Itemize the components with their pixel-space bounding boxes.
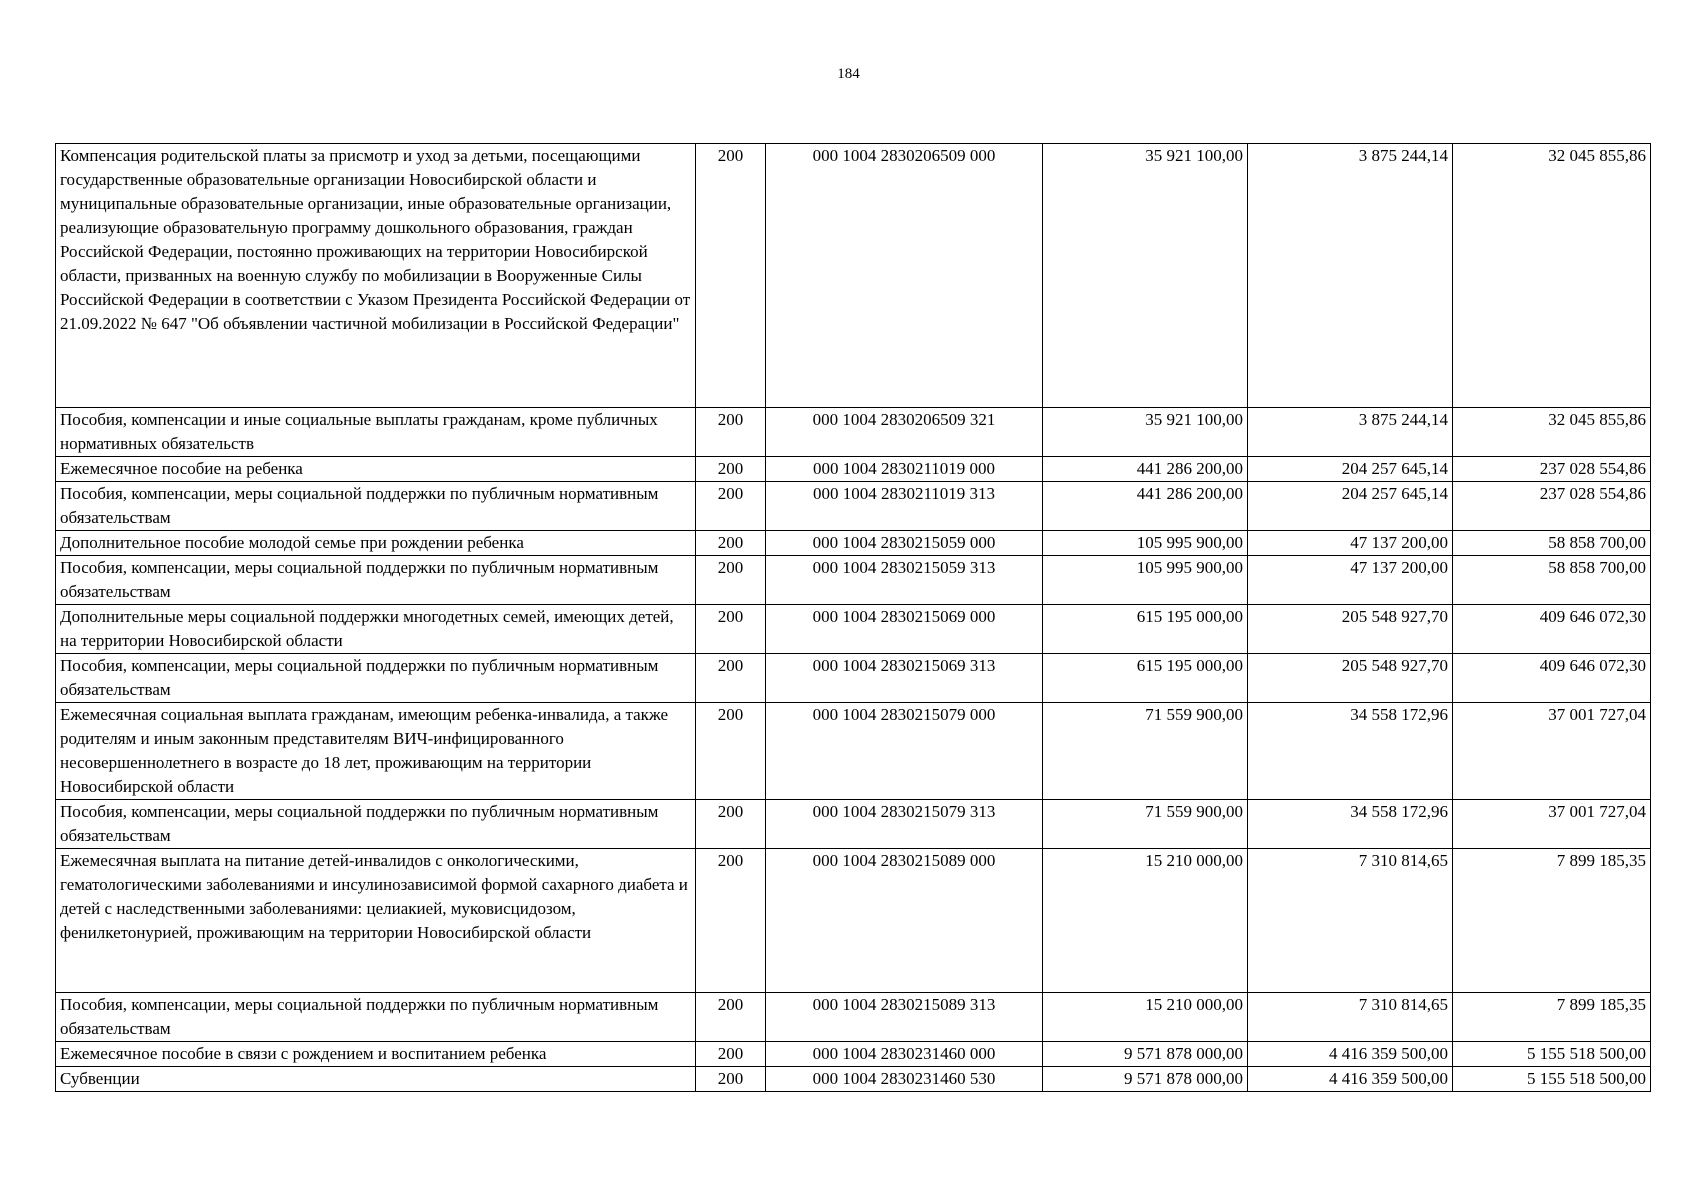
row-remaining-cell: 32 045 855,86 bbox=[1453, 144, 1651, 408]
row-approved-cell: 105 995 900,00 bbox=[1043, 531, 1248, 556]
row-approved-cell: 71 559 900,00 bbox=[1043, 703, 1248, 800]
row-classification-cell: 000 1004 2830211019 313 bbox=[766, 482, 1043, 531]
row-executed-cell: 204 257 645,14 bbox=[1248, 457, 1453, 482]
table-row bbox=[56, 800, 1651, 849]
row-code-cell: 200 bbox=[696, 703, 766, 800]
row-executed-cell: 3 875 244,14 bbox=[1248, 144, 1453, 408]
row-code-cell: 200 bbox=[696, 993, 766, 1042]
table-row bbox=[56, 654, 1651, 703]
row-approved-cell: 15 210 000,00 bbox=[1043, 849, 1248, 993]
row-code-cell: 200 bbox=[696, 1067, 766, 1092]
row-classification-cell: 000 1004 2830215069 313 bbox=[766, 654, 1043, 703]
row-code-cell: 200 bbox=[696, 849, 766, 993]
row-approved-cell: 9 571 878 000,00 bbox=[1043, 1067, 1248, 1092]
row-code-cell: 200 bbox=[696, 1042, 766, 1067]
row-remaining-cell: 237 028 554,86 bbox=[1453, 482, 1651, 531]
table-row bbox=[56, 556, 1651, 605]
row-remaining-cell: 58 858 700,00 bbox=[1453, 531, 1651, 556]
row-remaining-cell: 32 045 855,86 bbox=[1453, 408, 1651, 457]
row-name-cell: Субвенции bbox=[56, 1067, 696, 1092]
row-code-cell: 200 bbox=[696, 800, 766, 849]
row-approved-cell: 441 286 200,00 bbox=[1043, 457, 1248, 482]
row-name-cell: Ежемесячное пособие на ребенка bbox=[56, 457, 696, 482]
row-code-cell: 200 bbox=[696, 482, 766, 531]
row-name-cell: Дополнительное пособие молодой семье при рождении ребенка bbox=[56, 531, 696, 556]
row-remaining-cell: 37 001 727,04 bbox=[1453, 800, 1651, 849]
row-remaining-cell: 409 646 072,30 bbox=[1453, 654, 1651, 703]
row-name-cell: Ежемесячное пособие в связи с рождением и воспитанием ребенка bbox=[56, 1042, 696, 1067]
row-remaining-cell: 5 155 518 500,00 bbox=[1453, 1067, 1651, 1092]
row-executed-cell: 7 310 814,65 bbox=[1248, 849, 1453, 993]
row-remaining-cell: 7 899 185,35 bbox=[1453, 993, 1651, 1042]
row-approved-cell: 441 286 200,00 bbox=[1043, 482, 1248, 531]
row-approved-cell: 71 559 900,00 bbox=[1043, 800, 1248, 849]
budget-table bbox=[55, 143, 1651, 1092]
row-executed-cell: 3 875 244,14 bbox=[1248, 408, 1453, 457]
row-name-cell: Ежемесячная социальная выплата гражданам, имеющим ребенка-инвалида, а также родителям и иным законным представителям ВИЧ-инфицированного несовершеннолетнего в возрасте до 18 лет, проживающим на территории Новосибирской области bbox=[56, 703, 696, 800]
table-row bbox=[56, 1042, 1651, 1067]
row-code-cell: 200 bbox=[696, 408, 766, 457]
table-row bbox=[56, 482, 1651, 531]
row-approved-cell: 615 195 000,00 bbox=[1043, 605, 1248, 654]
row-name-cell: Пособия, компенсации, меры социальной поддержки по публичным нормативным обязательствам bbox=[56, 800, 696, 849]
budget-table-body bbox=[56, 144, 1651, 1092]
row-classification-cell: 000 1004 2830211019 000 bbox=[766, 457, 1043, 482]
row-name-cell: Пособия, компенсации, меры социальной поддержки по публичным нормативным обязательствам bbox=[56, 654, 696, 703]
row-classification-cell: 000 1004 2830215079 313 bbox=[766, 800, 1043, 849]
row-classification-cell: 000 1004 2830215069 000 bbox=[766, 605, 1043, 654]
row-code-cell: 200 bbox=[696, 531, 766, 556]
row-executed-cell: 34 558 172,96 bbox=[1248, 800, 1453, 849]
row-classification-cell: 000 1004 2830215079 000 bbox=[766, 703, 1043, 800]
row-remaining-cell: 5 155 518 500,00 bbox=[1453, 1042, 1651, 1067]
row-classification-cell: 000 1004 2830206509 000 bbox=[766, 144, 1043, 408]
table-row bbox=[56, 408, 1651, 457]
row-executed-cell: 204 257 645,14 bbox=[1248, 482, 1453, 531]
row-code-cell: 200 bbox=[696, 457, 766, 482]
row-name-cell: Пособия, компенсации, меры социальной поддержки по публичным нормативным обязательствам bbox=[56, 556, 696, 605]
row-name-cell: Ежемесячная выплата на питание детей-инвалидов с онкологическими, гематологическими заболеваниями и инсулинозависимой формой сахарного диабета и детей с наследственными заболеваниями: целиакией, муковисцидозом, фенилкетонурией, проживающим на территории Новосибирской области bbox=[56, 849, 696, 993]
row-name-cell: Пособия, компенсации, меры социальной поддержки по публичным нормативным обязательствам bbox=[56, 482, 696, 531]
row-classification-cell: 000 1004 2830206509 321 bbox=[766, 408, 1043, 457]
row-classification-cell: 000 1004 2830215059 313 bbox=[766, 556, 1043, 605]
table-row bbox=[56, 1067, 1651, 1092]
row-name-cell: Дополнительные меры социальной поддержки многодетных семей, имеющих детей, на территории Новосибирской области bbox=[56, 605, 696, 654]
row-executed-cell: 34 558 172,96 bbox=[1248, 703, 1453, 800]
row-code-cell: 200 bbox=[696, 556, 766, 605]
row-remaining-cell: 409 646 072,30 bbox=[1453, 605, 1651, 654]
table-row bbox=[56, 531, 1651, 556]
row-remaining-cell: 58 858 700,00 bbox=[1453, 556, 1651, 605]
row-approved-cell: 15 210 000,00 bbox=[1043, 993, 1248, 1042]
row-executed-cell: 47 137 200,00 bbox=[1248, 556, 1453, 605]
page-number: 184 bbox=[837, 66, 860, 82]
row-name-cell: Пособия, компенсации, меры социальной поддержки по публичным нормативным обязательствам bbox=[56, 993, 696, 1042]
row-approved-cell: 9 571 878 000,00 bbox=[1043, 1042, 1248, 1067]
row-executed-cell: 4 416 359 500,00 bbox=[1248, 1042, 1453, 1067]
row-name-cell: Пособия, компенсации и иные социальные выплаты гражданам, кроме публичных нормативных обязательств bbox=[56, 408, 696, 457]
row-approved-cell: 615 195 000,00 bbox=[1043, 654, 1248, 703]
table-row bbox=[56, 849, 1651, 993]
row-executed-cell: 205 548 927,70 bbox=[1248, 654, 1453, 703]
table-row bbox=[56, 993, 1651, 1042]
row-approved-cell: 35 921 100,00 bbox=[1043, 408, 1248, 457]
table-row bbox=[56, 457, 1651, 482]
row-classification-cell: 000 1004 2830231460 000 bbox=[766, 1042, 1043, 1067]
row-code-cell: 200 bbox=[696, 605, 766, 654]
row-classification-cell: 000 1004 2830215059 000 bbox=[766, 531, 1043, 556]
row-approved-cell: 105 995 900,00 bbox=[1043, 556, 1248, 605]
row-code-cell: 200 bbox=[696, 144, 766, 408]
row-remaining-cell: 7 899 185,35 bbox=[1453, 849, 1651, 993]
row-executed-cell: 7 310 814,65 bbox=[1248, 993, 1453, 1042]
row-classification-cell: 000 1004 2830215089 000 bbox=[766, 849, 1043, 993]
row-name-cell: Компенсация родительской платы за присмотр и уход за детьми, посещающими государственные образовательные организации Новосибирской области и муниципальные образовательные организации, иные образовательные организации, реализующие образовательную программу дошкольного образования, граждан Российской Федерации, постоянно проживающих на территории Новосибирской области, призванных на военную службу по мобилизации в Вооруженные Силы Российской Федерации в соответствии с Указом Президента Российской Федерации от 21.09.2022 № 647 "Об объявлении частичной мобилизации в Российской Федерации" bbox=[56, 144, 696, 408]
row-approved-cell: 35 921 100,00 bbox=[1043, 144, 1248, 408]
row-remaining-cell: 237 028 554,86 bbox=[1453, 457, 1651, 482]
row-executed-cell: 205 548 927,70 bbox=[1248, 605, 1453, 654]
table-row bbox=[56, 605, 1651, 654]
row-code-cell: 200 bbox=[696, 654, 766, 703]
row-classification-cell: 000 1004 2830215089 313 bbox=[766, 993, 1043, 1042]
table-row bbox=[56, 144, 1651, 408]
row-classification-cell: 000 1004 2830231460 530 bbox=[766, 1067, 1043, 1092]
row-executed-cell: 47 137 200,00 bbox=[1248, 531, 1453, 556]
table-row bbox=[56, 703, 1651, 800]
row-remaining-cell: 37 001 727,04 bbox=[1453, 703, 1651, 800]
row-executed-cell: 4 416 359 500,00 bbox=[1248, 1067, 1453, 1092]
